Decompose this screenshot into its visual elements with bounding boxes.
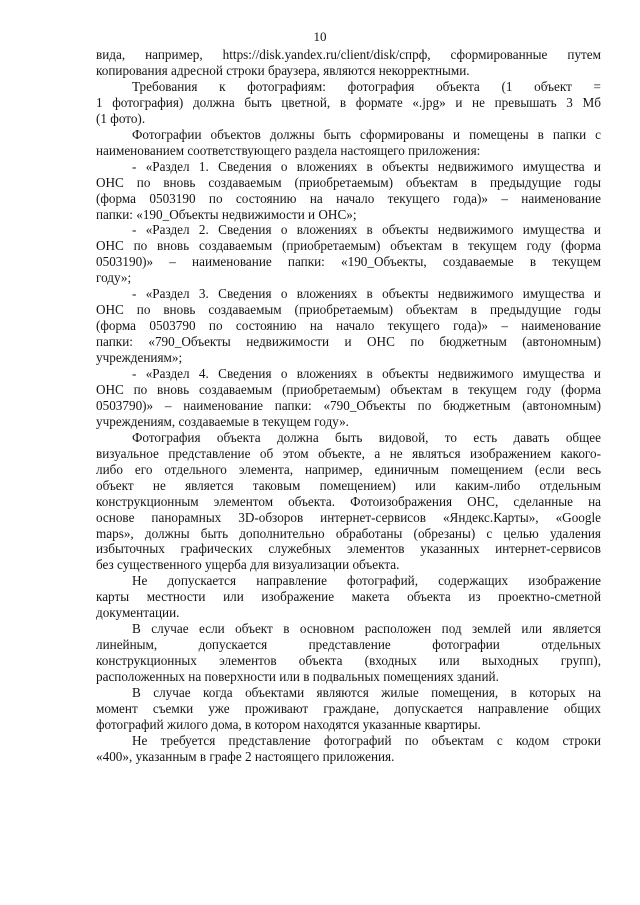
text-line: Фотографии объектов должны быть сформированы и помещены в папки с bbox=[132, 126, 601, 142]
text-line: наименованием соответствующего раздела настоящего приложения: bbox=[96, 142, 481, 158]
text-line: учреждениям, создаваемые в текущем году». bbox=[96, 413, 349, 429]
text-line: Не требуется представление фотографий по объектам с кодом строки bbox=[132, 732, 601, 748]
text-line: основе панорамных 3D-обзоров интернет-сервисов «Яндекс.Карты», «Google bbox=[96, 509, 601, 525]
text-line: «400», указанным в графе 2 настоящего приложения. bbox=[96, 748, 395, 764]
text-line: 1 фотография) должна быть цветной, в формате «.jpg» и не превышать 3 Мб bbox=[96, 94, 601, 110]
text-line: В случае когда объектами являются жилые помещения, в которых на bbox=[132, 685, 601, 700]
text-line: году»; bbox=[96, 270, 132, 286]
text-line: без существенного ущерба для визуализации объекта. bbox=[96, 557, 400, 573]
text-line: - «Раздел 3. Сведения о вложениях в объекты недвижимого имущества и bbox=[132, 286, 601, 302]
text-line: - «Раздел 2. Сведения о вложениях в объекты недвижимого имущества и bbox=[132, 222, 601, 238]
text-line: конструкционным элементом объекта. Фотоизображения ОНС, сделанные на bbox=[96, 493, 601, 509]
text-line: карты местности или изображение макета объекта из проектно-сметной bbox=[96, 589, 601, 605]
text-line: 0503790)» – наименование папки: «790_Объекты по бюджетным (автономным) bbox=[96, 397, 601, 413]
text-line: расположенных на поверхности или в подвальных помещениях зданий. bbox=[96, 669, 499, 685]
text-line: копирования адресной строки браузера, являются некорректными. bbox=[96, 62, 470, 78]
text-line: maps», должны быть дополнительно обработаны (обрезаны) с целью удаления bbox=[96, 525, 601, 541]
text-line: Не допускается направление фотографий, содержащих изображение bbox=[132, 573, 601, 589]
text-line: ОНС по вновь создаваемым (приобретаемым) объектам в предыдущие годы bbox=[96, 174, 601, 190]
text-line: вида, например, https://disk.yandex.ru/client/disk/спрф, сформированные путем bbox=[96, 47, 601, 62]
text-line: либо его отдельного элемента, например, единичным помещением (если весь bbox=[96, 461, 601, 477]
text-line: фотографий жилого дома, в котором находятся указанные квартиры. bbox=[96, 716, 481, 732]
text-line: (форма 0503790 по состоянию на начало текущего года)» – наименование bbox=[96, 318, 601, 334]
text-line: конструкционных элементов объекта (входных или выходных групп), bbox=[96, 653, 601, 669]
text-line: Фотография объекта должна быть видовой, то есть давать общее bbox=[132, 429, 601, 445]
text-line: Требования к фотографиям: фотография объекта (1 объект = bbox=[132, 78, 601, 94]
text-line: линейным, допускается представление фотографии отдельных bbox=[96, 637, 601, 653]
text-line: учреждениям»; bbox=[96, 350, 183, 366]
page-number: 10 bbox=[313, 29, 327, 44]
text-line: документации. bbox=[96, 605, 180, 621]
text-line: папки: «790_Объекты недвижимости и ОНС по бюджетным (автономным) bbox=[96, 334, 601, 350]
text-line: ОНС по вновь создаваемым (приобретаемым) объектам в предыдущие годы bbox=[96, 302, 601, 318]
text-line: ОНС по вновь создаваемым (приобретаемым) объектам в текущем году (форма bbox=[96, 238, 601, 254]
text-line: (форма 0503190 по состоянию на начало текущего года)» – наименование bbox=[96, 190, 601, 206]
text-line: 0503190)» – наименование папки: «190_Объекты, создаваемые в текущем bbox=[96, 254, 601, 270]
text-line: - «Раздел 4. Сведения о вложениях в объекты недвижимого имущества и bbox=[132, 366, 601, 381]
text-line: (1 фото). bbox=[96, 110, 146, 126]
text-line: избыточных графических служебных элементов указанных интернет-сервисов bbox=[96, 541, 601, 557]
text-line: папки: «190_Объекты недвижимости и ОНС»; bbox=[96, 206, 357, 222]
text-line: объект не является таковым помещением) или каким-либо отдельным bbox=[96, 477, 601, 493]
text-line: ОНС по вновь создаваемым (приобретаемым) объектам в текущем году (форма bbox=[96, 381, 601, 397]
text-line: - «Раздел 1. Сведения о вложениях в объекты недвижимого имущества и bbox=[132, 158, 601, 174]
text-line: В случае если объект в основном расположен под землей или является bbox=[132, 621, 601, 637]
text-line: визуальное представление об этом объекте, а не являться изображением какого- bbox=[96, 445, 601, 461]
text-line: момент съемки уже проживают граждане, допускается направление общих bbox=[96, 700, 601, 716]
